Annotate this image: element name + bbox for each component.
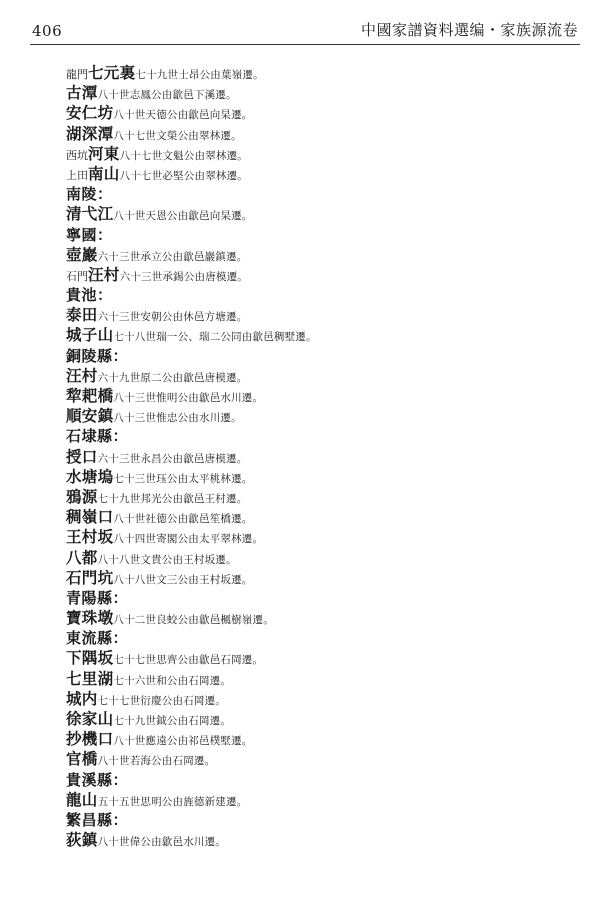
entry-place: 八都 [66, 547, 98, 567]
book-title: 中國家譜資料選编・家族源流卷 [360, 21, 578, 39]
entry-place: 順安鎮 [66, 406, 114, 426]
county-heading [66, 810, 566, 830]
entry-detail: 八十世若海公由石岡遷。 [97, 755, 216, 768]
migration-entry [66, 245, 566, 265]
migration-entry [66, 63, 566, 83]
county-heading [66, 588, 566, 608]
migration-entry [66, 507, 566, 527]
entry-place: 稠嶺口 [66, 507, 114, 527]
entry-place: 汪村 [66, 365, 98, 385]
migration-entry [66, 265, 566, 285]
migration-entry [66, 406, 566, 426]
entry-place: 河東 [88, 143, 120, 163]
county-heading [66, 225, 566, 245]
page-header [30, 18, 580, 45]
migration-entry [66, 83, 566, 103]
entry-detail: 七十七世思齊公由歙邑石岡遷。 [113, 654, 264, 667]
migration-entry [66, 103, 566, 123]
entry-detail: 六十九世原二公由歙邑唐模遷。 [97, 371, 248, 384]
migration-entry [66, 144, 566, 164]
entry-detail: 七十九世邦光公由歙邑王村遷。 [97, 492, 248, 505]
migration-entry [66, 124, 566, 144]
migration-entry [66, 608, 566, 628]
page-number: 406 [32, 22, 63, 40]
entry-place: 七里湖 [66, 668, 114, 688]
entry-prefix: 上田 [66, 168, 88, 182]
entry-detail: 八十世天恩公由歙邑向杲遷。 [113, 210, 253, 223]
entry-detail: 七十六世和公由石岡遷。 [113, 674, 232, 687]
migration-entry [66, 709, 566, 729]
entry-detail: 五十五世思明公由旌德新建遷。 [97, 795, 248, 808]
county-heading [66, 346, 566, 366]
entry-detail: 八十二世良蛟公由歙邑楓樹嶺遷。 [113, 614, 274, 627]
entries-list [66, 63, 566, 850]
entry-detail: 八十世志鳳公由歙邑下溪遷。 [97, 89, 237, 102]
county-heading [66, 628, 566, 648]
migration-entry [66, 648, 566, 668]
county-name: 南陵： [66, 185, 113, 204]
entry-detail: 八十三世惟忠公由水川遷。 [113, 412, 242, 425]
entry-detail: 八十四世寄閣公由太平翠林遷。 [113, 533, 264, 546]
entry-detail: 八十八世文貴公由王村坂遷。 [97, 553, 237, 566]
migration-entry [66, 548, 566, 568]
migration-entry [66, 467, 566, 487]
entry-place: 荻鎮 [66, 830, 98, 850]
entry-detail: 七十九世鉞公由石岡遷。 [113, 715, 232, 727]
entry-detail: 八十八世文三公由王村坂遷。 [113, 573, 253, 586]
entry-detail: 七十七世衍慶公由石岡遷。 [97, 694, 227, 707]
county-name: 繁昌縣： [66, 810, 129, 829]
entry-detail: 八十世應遠公由祁邑樸墅遷。 [113, 735, 253, 748]
entry-place: 汪村 [88, 264, 120, 284]
migration-entry [66, 749, 566, 769]
entry-place: 水塘塢 [66, 466, 114, 486]
entry-place: 壺巖 [66, 244, 98, 264]
migration-entry [66, 729, 566, 749]
entry-place: 安仁坊 [66, 103, 114, 123]
migration-entry [66, 305, 566, 325]
entry-detail: 八十七世文榮公由翠林遷。 [113, 129, 242, 142]
entry-detail: 七十三世珏公由太平桃林遷。 [113, 472, 253, 485]
entry-detail: 七十九世士昂公由葉嶺遷。 [135, 69, 264, 81]
entry-prefix: 石門 [66, 269, 88, 283]
migration-entry [66, 386, 566, 406]
migration-entry [66, 790, 566, 810]
entry-detail: 八十世社德公由歙邑笙橋遷。 [113, 513, 253, 526]
county-name: 石埭縣： [66, 427, 129, 446]
entry-prefix: 西坑 [66, 148, 88, 162]
entry-place: 七元裏 [88, 63, 136, 82]
county-name: 貴溪縣： [66, 770, 129, 789]
entry-place: 官橋 [66, 749, 98, 769]
county-name: 青陽縣： [66, 588, 129, 607]
entry-place: 龍山 [66, 789, 98, 809]
migration-entry [66, 366, 566, 386]
migration-entry [66, 204, 566, 224]
entry-place: 王村坂 [66, 527, 114, 547]
entry-place: 鴉源 [66, 486, 98, 506]
entry-detail: 八十三世惟明公由歙邑水川遷。 [113, 392, 264, 404]
entry-place: 城内 [66, 688, 98, 708]
migration-entry [66, 689, 566, 709]
entry-place: 城子山 [66, 325, 114, 345]
county-name: 寧國： [66, 225, 113, 244]
entry-detail: 六十三世承錫公由唐模遷。 [119, 270, 249, 283]
entry-place: 南山 [88, 163, 120, 183]
entry-place: 清弋江 [66, 204, 114, 224]
entry-detail: 七十八世瑞一公、瑞二公同由歙邑稠墅遷。 [113, 331, 317, 344]
entry-detail: 八十七世文魁公由翠林遷。 [119, 149, 249, 162]
entry-place: 下隅坂 [66, 648, 114, 668]
migration-entry [66, 447, 566, 467]
entry-detail: 六十三世永昌公由歙邑唐模遷。 [97, 452, 248, 465]
migration-entry [66, 669, 566, 689]
migration-entry [66, 325, 566, 345]
entry-place: 抄機口 [66, 729, 114, 749]
migration-entry [66, 830, 566, 850]
entry-detail: 六十三世承立公由歙邑巖鎮遷。 [97, 250, 248, 263]
migration-entry [66, 487, 566, 507]
entry-place: 古潭 [66, 83, 98, 103]
entry-detail: 八十世天德公由歙邑向杲遷。 [113, 109, 253, 122]
county-heading [66, 426, 566, 446]
entry-place: 授口 [66, 446, 98, 466]
migration-entry [66, 568, 566, 588]
migration-entry [66, 164, 566, 184]
entry-detail: 六十三世安朝公由休邑方塘遷。 [97, 311, 248, 324]
entry-place: 寶珠墩 [66, 608, 114, 628]
entry-place: 石門坑 [66, 567, 114, 587]
county-heading [66, 285, 566, 305]
county-name: 貴池： [66, 286, 113, 305]
entry-place: 泰田 [66, 305, 98, 325]
county-name: 東流縣： [66, 629, 129, 648]
county-heading [66, 770, 566, 790]
entry-place: 湖深潭 [66, 123, 114, 143]
entry-detail: 八十七世必堅公由翠林遷。 [119, 169, 249, 182]
county-name: 銅陵縣： [66, 346, 129, 365]
entry-detail: 八十世偉公由歙邑水川遷。 [97, 836, 227, 849]
migration-entry [66, 527, 566, 547]
entry-place: 犂耙橋 [66, 386, 114, 405]
county-heading [66, 184, 566, 204]
entry-place: 徐家山 [66, 709, 114, 728]
entry-prefix: 龍門 [66, 68, 88, 81]
